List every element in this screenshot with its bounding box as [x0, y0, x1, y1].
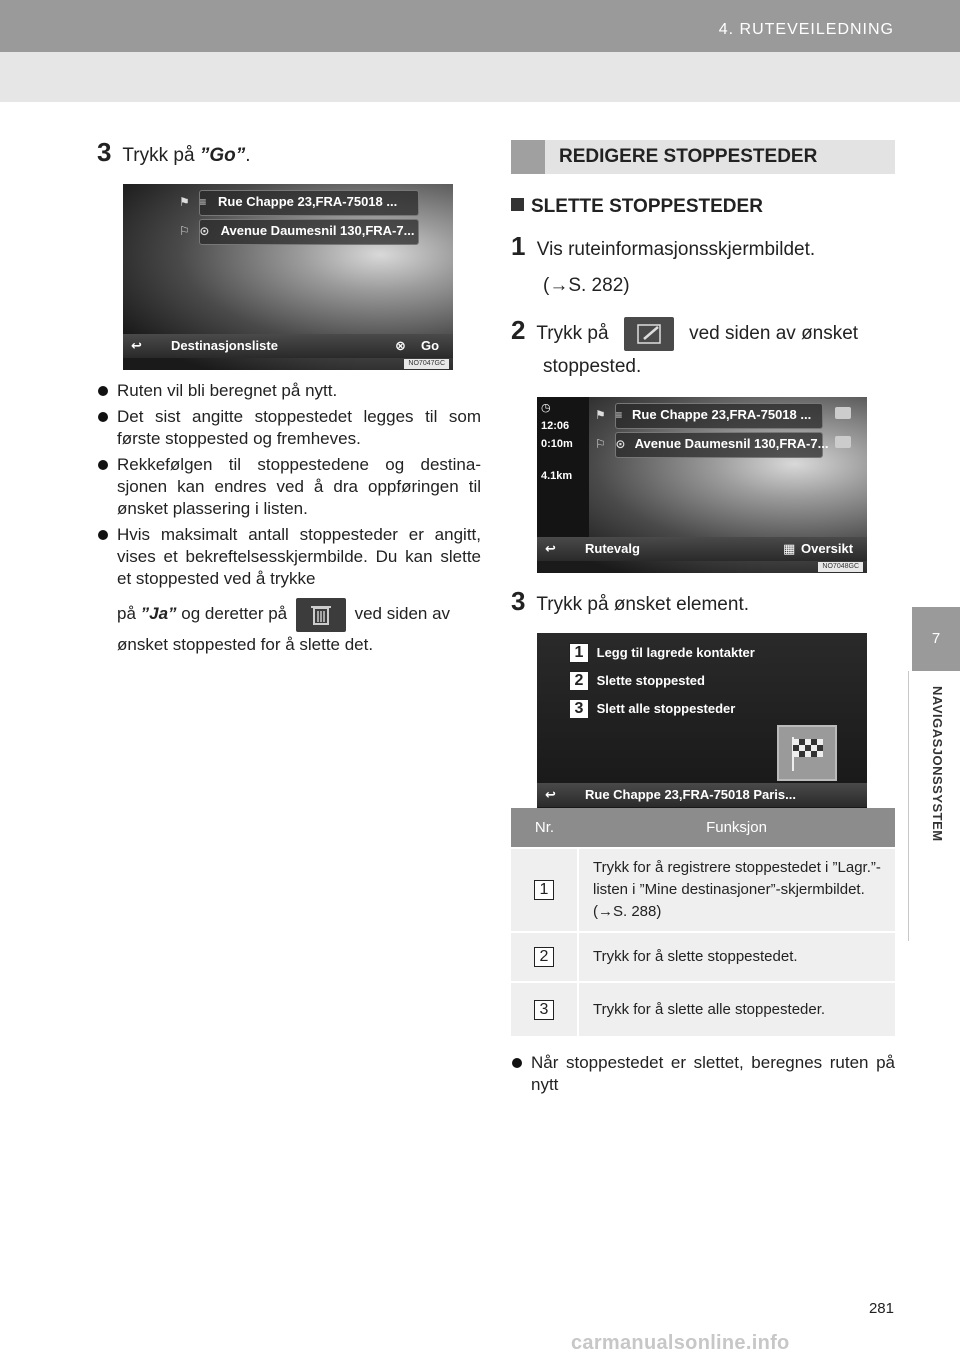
edit-icon	[835, 436, 851, 448]
bullet-item: Når stoppestedet er slettet, beregnes ruten på nytt	[511, 1052, 895, 1096]
square-bullet-icon	[511, 198, 524, 211]
page-header	[0, 0, 960, 52]
header-strip	[0, 52, 960, 102]
row-number-cell	[511, 982, 578, 1036]
text-last: ønsket stoppested for å slette det.	[117, 635, 374, 654]
callout-number: 3	[569, 699, 589, 719]
destination-row-2	[595, 431, 828, 457]
option-label: Legg til lagrede kontakter	[596, 644, 755, 660]
screenshot-route-overview	[537, 397, 867, 573]
destination-row-1	[595, 402, 811, 428]
overview-icon: ▦	[783, 540, 796, 556]
section-side-label: NAVIGASJONSSYSTEM	[930, 686, 945, 842]
step-text: Vis ruteinformasjonsskjermbildet.	[536, 239, 816, 260]
flag-icon: ⚐	[179, 224, 190, 238]
callout-number: 2	[569, 671, 589, 691]
section-tab	[511, 140, 545, 174]
bar-left-label: Destinasjonsliste	[171, 338, 278, 353]
info-panel	[537, 397, 589, 547]
destination-label-1: Rue Chappe 23,FRA-75018 ...	[632, 406, 812, 422]
subheading	[511, 196, 895, 218]
go-quote: ”Go”	[199, 145, 246, 166]
go-label: Go	[421, 338, 440, 353]
table-row	[511, 932, 895, 982]
screen-bottom-bar	[537, 783, 867, 807]
left-column	[97, 138, 481, 656]
step-text: Trykk på	[122, 145, 200, 166]
step-1	[511, 232, 895, 300]
section-title: REDIGERE STOPPESTEDER	[559, 146, 818, 167]
bullet-continuation	[117, 596, 481, 656]
destination-row-2	[179, 218, 414, 244]
text-post: ved siden av	[349, 604, 451, 623]
step-text: Trykk på ønsket element.	[536, 593, 749, 615]
edit-icon	[835, 407, 851, 419]
screen-bottom-bar	[123, 334, 453, 358]
flag-icon: ⚑	[179, 195, 190, 209]
screenshot-edit-options	[537, 633, 867, 819]
bullet-item: Ruten vil bli beregnet på nytt.	[97, 380, 481, 402]
edit-icon	[624, 317, 674, 351]
bar-left-label: Rutevalg	[585, 540, 640, 556]
destination-label-1: Rue Chappe 23,FRA-75018 ...	[218, 194, 398, 209]
section-header	[511, 140, 895, 174]
duration-value: 0:10m	[541, 437, 573, 450]
step-number: 2	[511, 315, 526, 345]
trash-icon	[296, 598, 346, 632]
step-2	[511, 314, 895, 383]
destination-row-1	[179, 189, 397, 215]
table-header-row	[511, 808, 895, 848]
destination-label-2: Avenue Daumesnil 130,FRA-7...	[634, 435, 829, 451]
drag-icon: ≡	[615, 407, 623, 422]
table-row	[511, 982, 895, 1036]
column-header-function: Funksjon	[578, 808, 895, 848]
column-header-nr: Nr.	[511, 808, 578, 848]
text-pre: på	[117, 604, 141, 623]
bullet-item	[97, 524, 481, 656]
bar-left-label: Rue Chappe 23,FRA-75018 Paris...	[585, 786, 796, 802]
table-row	[511, 848, 895, 932]
flag-icon: ⚑	[595, 407, 606, 422]
function-text: Trykk for å slette alle stoppesteder.	[578, 982, 895, 1036]
flag-icon: ⚐	[595, 436, 606, 451]
destination-label-2: Avenue Daumesnil 130,FRA-7...	[220, 223, 415, 238]
step-3-right	[511, 587, 895, 619]
overview-label: Oversikt	[801, 540, 854, 556]
clear-icon: ⊗	[395, 338, 406, 353]
drag-icon: ≡	[199, 195, 207, 209]
bullet-item: Det sist angitte stoppestedet legges til som første stoppested og fremheves.	[97, 406, 481, 450]
watermark: carmanualsonline.info	[571, 1332, 790, 1354]
step-text-pre: Trykk på	[536, 323, 609, 344]
step-3-left	[97, 138, 481, 170]
image-code: NO7047GC	[404, 359, 449, 369]
time-value: 12:06	[541, 419, 570, 432]
back-icon: ↩	[545, 786, 556, 802]
bullet-item: Rekkefølgen til stoppestedene og destina- sjonen kan endres ved å dra oppføringen til ønsket plassering i listen.	[97, 454, 481, 520]
drag-icon: ⊙	[615, 436, 626, 451]
distance-value: 4.1km	[541, 469, 573, 482]
option-row-3	[569, 699, 735, 719]
callout-number: 2	[534, 947, 554, 967]
result-bullets	[97, 380, 481, 656]
side-divider	[908, 671, 909, 941]
back-icon: ↩	[131, 338, 142, 353]
screenshot-destination-list	[123, 184, 453, 370]
step-text-cont: stoppested.	[543, 355, 642, 377]
callout-number: 1	[534, 880, 554, 900]
subheading-text: SLETTE STOPPESTEDER	[531, 196, 763, 217]
step-number: 1	[511, 231, 526, 261]
back-icon: ↩	[545, 540, 556, 556]
final-bullets	[511, 1052, 895, 1100]
clock-icon: ◷	[541, 401, 551, 414]
right-column	[511, 140, 895, 819]
function-table	[511, 808, 895, 1036]
step-number: 3	[97, 137, 112, 167]
bullet-text: Hvis maksimalt antall stoppesteder er angitt, vises et bekreftelsesskjermbilde. Du kan slette et stoppested ved å trykke	[117, 525, 481, 588]
ja-quote: ”Ja”	[140, 604, 177, 623]
option-label: Slette stoppested	[596, 672, 705, 688]
step-number: 3	[511, 585, 526, 616]
image-code: NO7048GC	[818, 562, 863, 572]
option-row-1	[569, 643, 755, 663]
chapter-title: 4. RUTEVEILEDNING	[718, 21, 894, 38]
row-number-cell	[511, 932, 578, 982]
function-text: Trykk for å slette stoppestedet.	[578, 932, 895, 982]
function-text: Trykk for å registrere stoppestedet i ”Lagr.”-listen i ”Mine destinasjoner”-skjermbildet. (→S. 288)	[578, 848, 895, 932]
drag-icon: ⊙	[199, 224, 210, 238]
screen-bottom-bar	[537, 537, 867, 561]
row-number-cell	[511, 848, 578, 932]
callout-number: 1	[569, 643, 589, 663]
step-end: .	[245, 145, 251, 166]
option-label: Slett alle stoppesteder	[596, 700, 736, 716]
text-mid: og deretter på	[176, 604, 292, 623]
option-row-2	[569, 671, 705, 691]
step-text-post: ved siden av ønsket	[689, 323, 859, 344]
callout-number: 3	[534, 1000, 554, 1020]
destination-flag-icon	[777, 725, 837, 781]
page-number: 281	[868, 1300, 894, 1317]
page-reference: (→S. 282)	[543, 275, 630, 296]
chapter-tab: 7	[912, 607, 960, 671]
